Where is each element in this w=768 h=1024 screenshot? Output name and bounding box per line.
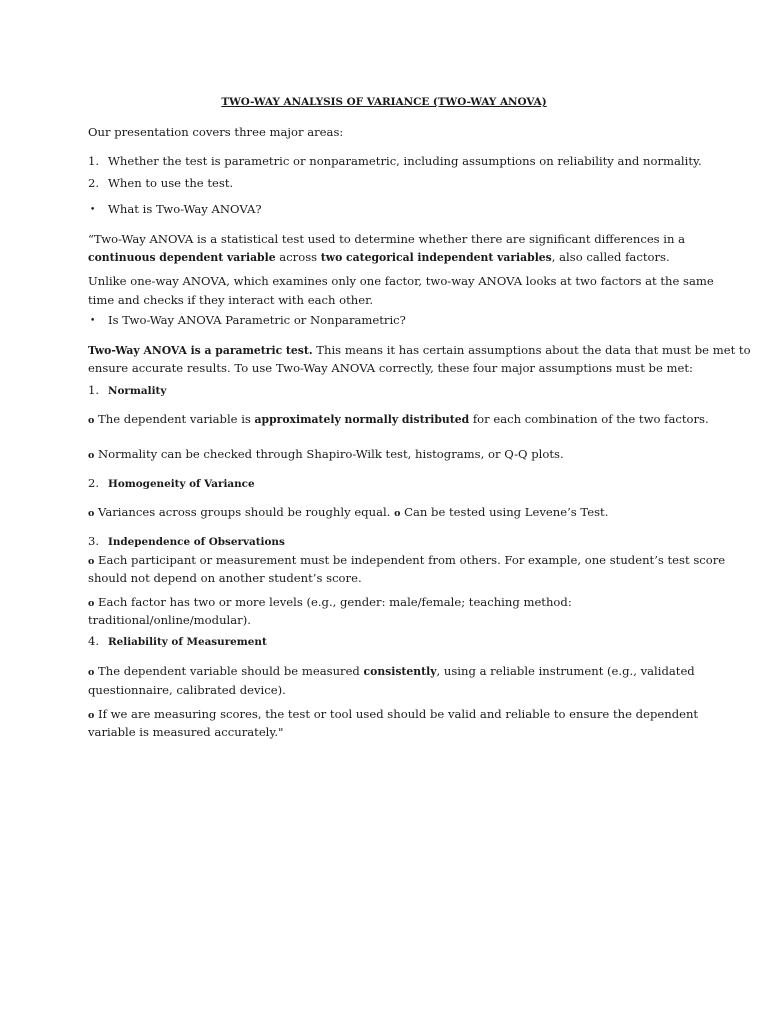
list-number: 3. xyxy=(88,534,100,548)
intro-text: Our presentation covers three major areas: xyxy=(88,125,344,139)
unlike-line-1: Unlike one-way ANOVA, which examines only one factor, two-way ANOVA looks at two factors at the same xyxy=(88,274,714,288)
assumption-heading-homogeneity xyxy=(88,474,255,493)
bullet-icon: • xyxy=(90,316,96,326)
reliability-point-1-line-1: o The dependent variable should be measured consistently, using a reliable instrument (e.g., validated xyxy=(88,664,695,678)
homogeneity-point-1: o Variances across groups should be roughly equal. o Can be tested using Levene’s Test. xyxy=(88,505,609,519)
normality-point-2: o Normality can be checked through Shapiro-Wilk test, histograms, or Q-Q plots. xyxy=(88,447,564,461)
sub-bullet-icon: o xyxy=(394,508,401,519)
assumption-heading-independence xyxy=(88,532,285,551)
independence-point-2-line-2: traditional/online/modular). xyxy=(88,613,251,627)
reliability-point-2-line-2: variable is measured accurately." xyxy=(88,725,284,739)
list-item-text: When to use the test. xyxy=(108,176,234,190)
definition-line-1: “Two-Way ANOVA is a statistical test used to determine whether there are significant differences in a xyxy=(88,232,686,246)
list-number: 1. xyxy=(88,383,100,397)
sub-bullet-icon: o xyxy=(88,415,95,426)
list-item-text: Whether the test is parametric or nonparametric, including assumptions on reliability and normality. xyxy=(108,154,702,168)
assumption-heading-reliability xyxy=(88,632,267,651)
sub-bullet-icon: o xyxy=(88,667,95,678)
reliability-point-1-line-2: questionnaire, calibrated device). xyxy=(88,683,286,697)
definition-line-2: continuous dependent variable across two categorical independent variables, also called factors. xyxy=(88,250,670,264)
bullet-icon: • xyxy=(90,205,96,215)
independence-point-2-line-1: o Each factor has two or more levels (e.g., gender: male/female; teaching method: xyxy=(88,595,572,609)
heading-text: Normality xyxy=(108,385,167,397)
unlike-line-2: time and checks if they interact with each other. xyxy=(88,293,374,307)
list-number: 1. xyxy=(88,154,100,168)
parametric-line-1: Two-Way ANOVA is a parametric test. This means it has certain assumptions about the data that must be met to xyxy=(88,343,751,357)
document-title: TWO-WAY ANALYSIS OF VARIANCE (TWO-WAY ANOVA) xyxy=(221,96,547,108)
question-text: Is Two-Way ANOVA Parametric or Nonparametric? xyxy=(108,313,406,327)
sub-bullet-icon: o xyxy=(88,508,95,519)
heading-text: Homogeneity of Variance xyxy=(108,478,255,490)
bold-term: continuous dependent variable xyxy=(88,251,276,264)
heading-text: Independence of Observations xyxy=(108,536,285,548)
normality-point-1: o The dependent variable is approximately normally distributed for each combination of the two factors. xyxy=(88,412,709,426)
sub-bullet-icon: o xyxy=(88,710,95,721)
independence-point-1-line-2: should not depend on another student’s score. xyxy=(88,571,362,585)
bold-term: approximately normally distributed xyxy=(254,413,470,426)
question-text: What is Two-Way ANOVA? xyxy=(108,202,262,216)
list-number: 2. xyxy=(88,176,100,190)
bold-term: Two-Way ANOVA is a parametric test. xyxy=(88,344,313,357)
list-item-area-2 xyxy=(88,174,233,192)
assumption-heading-normality xyxy=(88,381,166,400)
question-parametric xyxy=(88,311,406,330)
bold-term: consistently xyxy=(363,665,437,678)
sub-bullet-icon: o xyxy=(88,556,95,567)
independence-point-1-line-1: o Each participant or measurement must be independent from others. For example, one student’s test score xyxy=(88,553,726,567)
sub-bullet-icon: o xyxy=(88,450,95,461)
list-number: 2. xyxy=(88,476,100,490)
heading-text: Reliability of Measurement xyxy=(108,636,267,648)
bold-term: two categorical independent variables xyxy=(320,251,552,264)
reliability-point-2-line-1: o If we are measuring scores, the test or tool used should be valid and reliable to ensure the dependent xyxy=(88,707,699,721)
list-number: 4. xyxy=(88,634,100,648)
parametric-line-2: ensure accurate results. To use Two-Way ANOVA correctly, these four major assumptions must be met: xyxy=(88,361,693,375)
sub-bullet-icon: o xyxy=(88,598,95,609)
list-item-area-1 xyxy=(88,152,702,170)
question-what-is xyxy=(88,200,262,219)
